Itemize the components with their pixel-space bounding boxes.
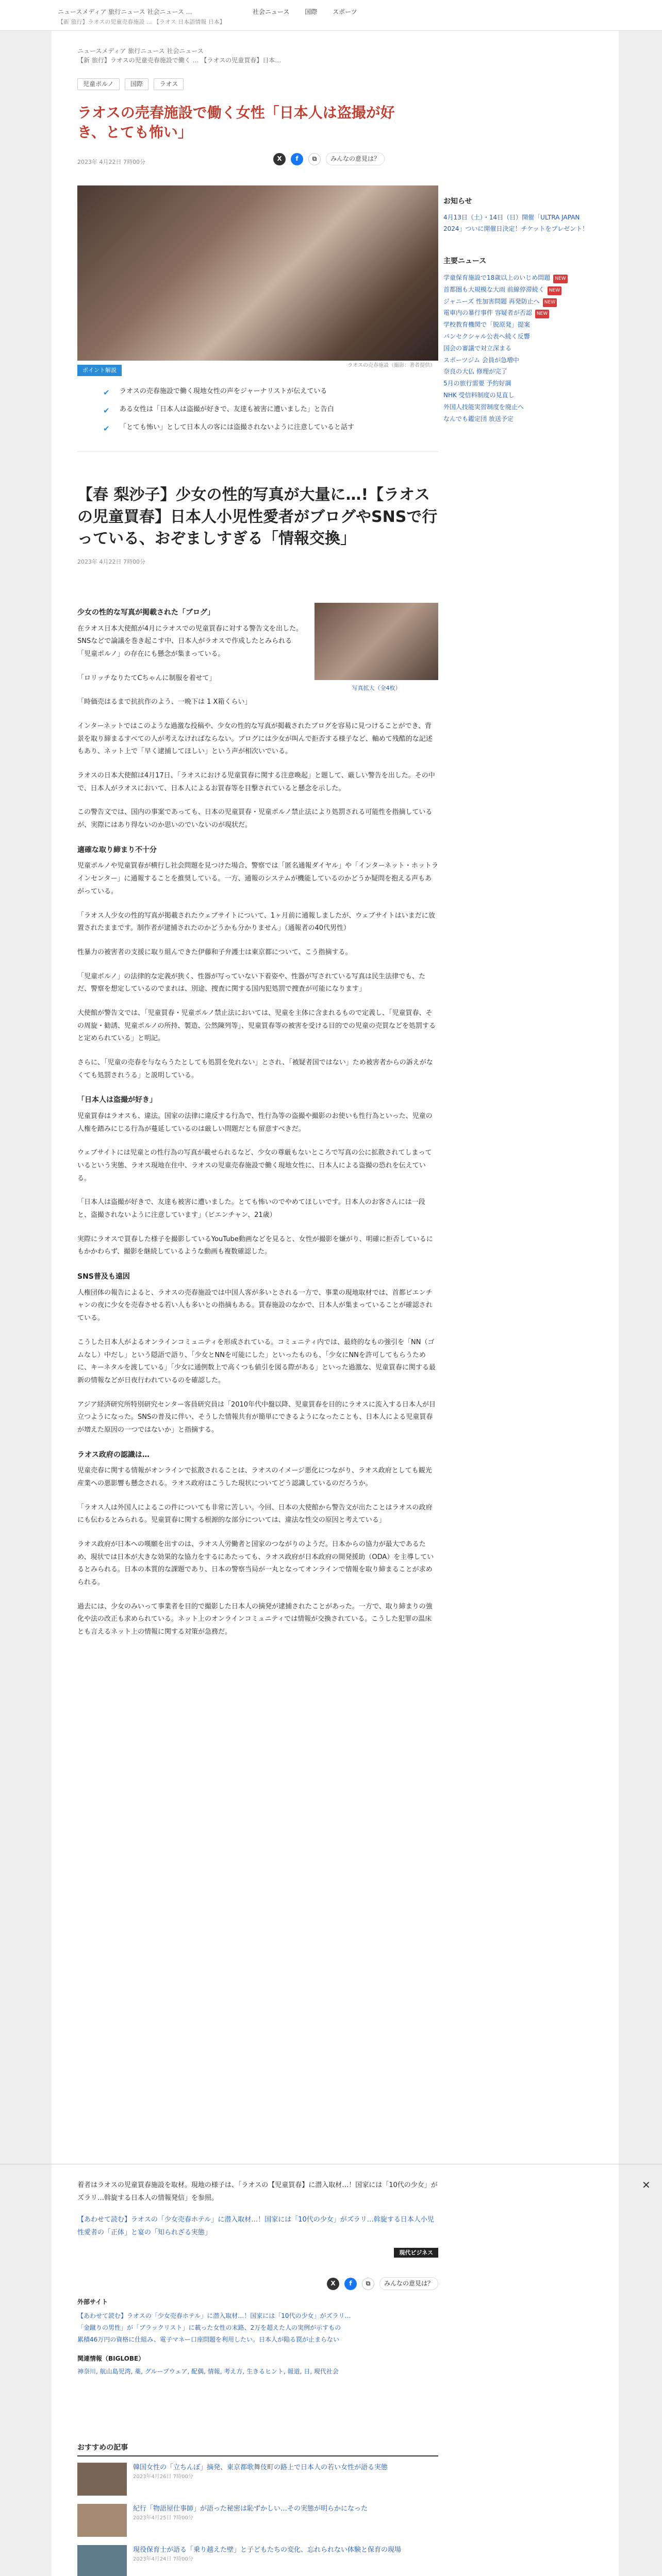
thumbnail-image[interactable] bbox=[77, 2504, 127, 2537]
section-heading: ラオス政府の認識は… bbox=[77, 1450, 150, 1459]
hero-credit: ラオスの売春施設（撮影：著者提供） bbox=[347, 363, 435, 368]
link-share-icon[interactable]: ⧉ bbox=[362, 2278, 374, 2290]
major-news-list bbox=[443, 272, 593, 425]
nav-item-world[interactable]: 国際 bbox=[305, 8, 318, 15]
paragraph: こうした日本人がよるオンラインコミュニティを形成されている。コミュニティ内では、最終的なもの強引を「NN（ゴムなし）中だし」という隠語で語り、「少女とNNを可能にした」といったものも、「少女にNNを許可してもらうために、キーネタルを渡している」「少女に通例数上で高くつも値引を図る際がある」といった過激な、児童買春に関する最新の情報などが日夜行われているのを確認した。 bbox=[77, 1338, 436, 1384]
major-news-title[interactable]: パンセクシャル公表へ続く反響 bbox=[443, 332, 530, 340]
top-nav bbox=[253, 7, 371, 17]
keywords-heading: 関連情報（BIGLOBE） bbox=[77, 2354, 145, 2362]
facebook-share-icon[interactable]: f bbox=[291, 153, 303, 165]
list-item[interactable] bbox=[77, 2463, 438, 2496]
x-share-icon[interactable]: X bbox=[273, 153, 286, 165]
related-link[interactable]: 【あわせて読む】ラオスの「少女売春ホテル」に潜入取材…！国家には「10代の少女」がズラリ…斡旋する日本人小児性愛者の「正体」と宴の「知られざる実態」 bbox=[77, 2216, 434, 2237]
paragraph: 児童売春に関する情報がオンラインで拡散されることは、ラオスのイメージ悪化につながり、ラオス政府としても観光産業への悪影響も懸念される。ラオス政府はこうした現状についてどう認識しているのだろうか。 bbox=[77, 1467, 432, 1487]
external-list bbox=[77, 2310, 438, 2345]
comment-count[interactable]: みんなの意見は？ bbox=[379, 2277, 438, 2290]
major-news-title[interactable]: 学童保育施設で18歳以上のいじめ問題 bbox=[443, 274, 551, 281]
bottom-share-section bbox=[77, 2277, 438, 2377]
list-item-text bbox=[133, 2504, 368, 2522]
major-news-title[interactable]: 5月の旅行需要 予約好調 bbox=[443, 380, 511, 387]
list-item-title[interactable]: 現役保育士が語る「乗り越えた壁」と子どもたちの変化、忘れられない体験と保育の現場 bbox=[133, 2546, 402, 2554]
paragraph: さらに、「児童の売春を与ならうたとしても処罰を免れない」とされ、「被疑者国ではない」ため被害者からの訴えがなくても処罰されうる」と説明している。 bbox=[77, 1059, 433, 1079]
paragraph: 人権団体の報告によると、ラオスの売春施設では中国人客が多いとされる一方で、事業の現地取材では、首都ビエンチャンの夜に少女を売春させる若い人も多いとの指摘もある。買春施設のなかで、日本人が集まっていることが確認されている。 bbox=[77, 1289, 433, 1323]
keywords-list[interactable]: 神奈川, 航山島児湾, 薬, グループウェア, 配偶, 情報, 考え方, 生きるヒント, 報道, 日, 現代社会 bbox=[77, 2367, 339, 2375]
article-headline: 【春 梨沙子】少女の性的写真が大量に…!【ラオスの児童買春】日本人小児性愛者がブログやSNSで行っている、おぞましすぎる「情報交換」 bbox=[77, 486, 438, 548]
major-news-heading: 主要ニュース bbox=[443, 257, 487, 265]
section-heading: 少女の性的な写真が掲載された「ブログ」 bbox=[77, 608, 214, 617]
bottom-share-bar bbox=[77, 2277, 438, 2290]
paragraph: アジア経済研究所特別研究センター客員研究員は「2010年代中盤以降、児童買春を目的にラオスに流入する日本人が目立つようになった。SNSの普及に伴い、そうした情報共有が簡単にできるようになったことも、日本人による児童買春が増えた原因の一つではないか」と指摘する。 bbox=[77, 1400, 436, 1434]
breadcrumb-sub: 【新 旅行】ラオスの児童売春施設で働く … 【ラオスの児童買春】日本… bbox=[77, 57, 282, 64]
x-share-icon[interactable]: X bbox=[327, 2278, 339, 2290]
major-news-title[interactable]: スポーツジム 会員が急増中 bbox=[443, 356, 519, 364]
popular-list bbox=[77, 2463, 438, 2576]
tag-item[interactable]: 国際 bbox=[125, 78, 148, 90]
paragraph: インターネットではこのような過激な投稿や、少女の性的な写真が掲載されたブログを容易に見つけることができ、背景を取り締まるすべての人が考えなければならない。ブログには少女が叫んで拒否する様子など、軸めて残酷的な記述もあり、ネット上で「早く逮捕してほしい」という声が相次いでいる。 bbox=[77, 722, 433, 756]
major-news-box bbox=[443, 256, 593, 425]
paragraph: 着者はラオスの児童買春施設を取材。現地の様子は、「ラオスの【児童買春】に潜入取材…！国家には「10代の少女」がズラリ…斡旋する日本人の情報発信」を参照。 bbox=[77, 2181, 438, 2202]
tag-list bbox=[77, 78, 187, 90]
link-share-icon[interactable]: ⧉ bbox=[308, 153, 321, 165]
paragraph: 実際にラオスで買春した様子を撮影しているYouTube動画などを見ると、女性が撮影を嫌がり、明確に拒否しているにもかかわらず、撮影を継続しているような動画も複数確認した。 bbox=[77, 1235, 433, 1256]
article-title: ラオスの売春施設で働く女性「日本人は盗撮が好き、とても怖い」 bbox=[77, 104, 395, 141]
list-item-date: 2023年4月24日 7時00分 bbox=[133, 2556, 193, 2562]
section-heading: 「日本人は盗撮が好き」 bbox=[77, 1096, 157, 1105]
summary-points bbox=[103, 386, 433, 440]
list-item-date: 2023年4月26日 7時00分 bbox=[133, 2473, 193, 2480]
paragraph: 在ラオス日本大使館が4月にラオスでの児童買春に対する警告文を出した。SNSなどで論議を巻き起こす中、日本人がラオスで作成したとみられる「児童ポルノ」の存在にも懸念が集まっている。 bbox=[77, 624, 303, 658]
new-badge: NEW bbox=[553, 275, 567, 283]
paragraph: ラオス政府が日本への嘆願を出すのは、ラオス人労働者と国家のつながりのようだ。日本からの協力が最大であるため、現状では日本が大きな効果的な協力をするにあたっても、ラオス政府が日本政府の開発援助（ODA）を主導しているとみられる。日本の本質的な課題であり、日本の警察当局が一丸となってオンラインで情報を取り締まることが求められる。 bbox=[77, 1540, 434, 1587]
list-item-title[interactable]: 紀行「物語屋仕事師」が語った秘密は恥ずかしい…その実態が明らかになった bbox=[133, 2505, 368, 2513]
list-item-text bbox=[133, 2545, 401, 2564]
summary-point: ✔ 「とても怖い」として日本人の客には盗撮されないように注意していると話す bbox=[103, 422, 433, 433]
new-badge: NEW bbox=[548, 286, 561, 295]
major-news-item[interactable] bbox=[443, 401, 593, 413]
major-news-item[interactable] bbox=[443, 389, 593, 401]
article-footer-area bbox=[77, 2179, 438, 2259]
list-item-date: 2023年4月25日 7時00分 bbox=[133, 2515, 193, 2521]
summary-point: ✔ ある女性は「日本人は盗撮が好きで、友達も被害に遭いました」と告白 bbox=[103, 404, 433, 415]
article-body bbox=[77, 603, 438, 1650]
major-news-item[interactable] bbox=[443, 284, 593, 296]
notice-text[interactable]: 4月13日（土）・14日（日）開催「ULTRA JAPAN 2024」ついに開催日決定！チケットをプレゼント！ bbox=[443, 214, 588, 232]
major-news-item[interactable] bbox=[443, 366, 593, 378]
paragraph: 児童買春はラオスも、違法。国家の法律に違反する行為で、性行為等の盗撮や撮影のお使いも性行為といった、児童の人権を踏みにじる行為が蔓延しているのは厳しい問題だとも留意すべきだ。 bbox=[77, 1112, 433, 1133]
top-breadcrumb[interactable]: ニュースメディア 旅行ニュース 社会ニュース … bbox=[58, 8, 192, 15]
notice-heading: お知らせ bbox=[443, 197, 472, 206]
major-news-title[interactable]: ジャニーズ 性加害問題 再発防止へ bbox=[443, 297, 540, 305]
new-badge: NEW bbox=[543, 298, 557, 307]
external-heading: 外部サイト bbox=[77, 2298, 108, 2306]
major-news-title[interactable]: NHK 受信料制度の見直し bbox=[443, 391, 515, 399]
comment-count[interactable]: みんなの意見は？ bbox=[326, 152, 385, 165]
paragraph: この警告文では、国内の事案であっても、日本の児童買春・児童ポルノ禁止法により処罰される可能性を指摘しているが、実際にはあり得ないのか思いのでいないのが現状だ。 bbox=[77, 808, 433, 829]
external-link[interactable]: 累積46万円の資格に仕組み、電子マネー口座問題を利用したい。日本人が陥る罠が止まらない bbox=[77, 2335, 339, 2343]
major-news-title[interactable]: 学校教育機関で「脱原発」提案 bbox=[443, 321, 531, 329]
external-link[interactable]: 「金蹴りの男性」が「ブラックリスト」に載った女性の末路、2万を超えた人の実例が示すもの bbox=[77, 2324, 341, 2332]
top-bar bbox=[0, 0, 662, 31]
paragraph: ラオスの日本大使館は4月17日、「ラオスにおける児童買春に関する注意喚起」と題して、厳しい警告を出した。その中で、日本人がラオスにおいて、日本人によるお買春等を目撃されていると懸念を示した。 bbox=[77, 772, 435, 792]
paragraph: 性暴力の被害者の支援に取り組んできた伊藤和子弁護士は東京都について、こう指摘する。 bbox=[77, 948, 352, 956]
paragraph: 大使館が警告文では、「児童買春・児童ポルノ禁止法においては、児童を主体に含まれるもので定義し、「児童買春、その周旋・勧誘、児童ポルノの所持、製造、公然陳列等」、児童買春等の被害を受ける目的での児童の売買などを処罰すると定められている」と明記。 bbox=[77, 1009, 436, 1043]
share-bar bbox=[273, 152, 385, 165]
summary-point: ✔ ラオスの売春施設で働く現地女性の声をジャーナリストが伝えている bbox=[103, 386, 433, 397]
list-item-text bbox=[133, 2463, 388, 2481]
paragraph: 「ラオス人少女の性的写真が掲載されたウェブサイトについて、1ヶ月前に通報しましたが、ウェブサイトはいまだに放置されたままです。制作者が逮捕されたのかどうかも分かりません」（通報者の40代男性） bbox=[77, 911, 435, 933]
major-news-item[interactable] bbox=[443, 319, 593, 331]
list-item-title[interactable]: 韓国女性の「立ちんぼ」摘発、東京都歌舞伎町の路上で日本人の若い女性が語る実態 bbox=[133, 2464, 388, 2472]
paragraph: 「日本人は盗撮が好きで、友達も被害に遭いました。とても怖いのでやめてほしいです。日本人のお客さんには一段と、盗撮されないように注意しています」（ビエンチャン、21歳） bbox=[77, 1198, 425, 1219]
list-item[interactable] bbox=[77, 2545, 438, 2576]
paragraph: 過去には、少女のみいって事業者を目的で撮影した日本人の摘発が逮捕されたことがあった。一方で、取り締まりの強化や法の改正も求められている。ネット上のオンラインコミュニティでは情報が交換されている。こうした犯罪の温床とも言えるネット上の情報に関する対策が急務だ。 bbox=[77, 1602, 433, 1636]
source-logo[interactable]: 現代ビジネス bbox=[394, 2248, 438, 2258]
major-news-title[interactable]: 首都圏も大規模な大雨 前線停滞続く bbox=[443, 285, 544, 293]
external-link[interactable]: 【あわせて読む】ラオスの「少女売春ホテル」に潜入取材…！国家には「10代の少女」がズラリ… bbox=[77, 2312, 351, 2320]
paragraph: 「ラオス人は外国人によるこの件についても非常に苦しい。今回、日本の大使館から警告文が出たことはラオスの政府にも伝わるとみられる。児童買春に関する根源的な部分については、違法な性交の原因と考えている」 bbox=[77, 1503, 433, 1524]
popular-heading: おすすめの記事 bbox=[77, 2442, 438, 2456]
breadcrumb[interactable]: ニュースメディア 旅行ニュース 社会ニュース bbox=[77, 47, 204, 55]
thumbnail-image[interactable] bbox=[77, 2463, 127, 2496]
hero-image[interactable] bbox=[77, 185, 438, 368]
major-news-title[interactable]: 外国人技能実習制度を廃止へ bbox=[443, 403, 524, 411]
major-news-title[interactable]: 電車内の暴行事件 容疑者が否認 bbox=[443, 309, 532, 317]
paragraph: ウェブサイトには児童との性行為の写真が載せられるなど、少女の尊厳もないところで写真の公に拡散されてしまっているという実態、ラオス現地在住中、ラオスの児童売春施設で働く現地女性に、日本人による盗撮の恐れを伝えている。 bbox=[77, 1149, 432, 1182]
major-news-item[interactable] bbox=[443, 307, 593, 319]
facebook-share-icon[interactable]: f bbox=[344, 2278, 357, 2290]
sidebar bbox=[443, 31, 593, 445]
nav-item-social[interactable]: 社会ニュース bbox=[253, 8, 290, 15]
figure-image[interactable] bbox=[315, 603, 438, 680]
section-heading: SNS普及も遠因 bbox=[77, 1273, 130, 1281]
points-badge: ポイント解説 bbox=[77, 365, 122, 376]
popular-section bbox=[77, 2442, 438, 2576]
paragraph: 「時価売はるまで抗抗作のよう、一晩下は 1 X箱くらい」 bbox=[77, 698, 252, 706]
top-subtitle: 【新 旅行】ラオスの児童売春施設 ... 【ラオス 日本語情報 日本】 bbox=[58, 19, 225, 25]
thumbnail-image[interactable] bbox=[77, 2545, 127, 2576]
article-date: 2023年 4月22日 7時00分 bbox=[77, 159, 145, 165]
tag-item[interactable]: ラオス bbox=[154, 78, 184, 90]
list-item[interactable] bbox=[77, 2504, 438, 2537]
major-news-item[interactable] bbox=[443, 413, 593, 425]
major-news-item[interactable] bbox=[443, 272, 593, 284]
major-news-item[interactable] bbox=[443, 331, 593, 343]
nav-item-sports[interactable]: スポーツ bbox=[333, 8, 357, 15]
new-badge: NEW bbox=[535, 310, 549, 318]
paragraph: 児童ポルノや児童買春が横行し社会問題を見つけた場合、警察では「匿名通報ダイヤル」や「インターネット・ホットラインセンター」に通報することを推奨している。一方、通報のシステムが機能しているのかどうか疑問を抱える声もあがっている。 bbox=[77, 862, 438, 895]
article-date-secondary: 2023年 4月22日 7時00分 bbox=[77, 558, 145, 565]
paragraph: 「ロリッチなりたてCちゃんに制服を着せて」 bbox=[77, 674, 216, 682]
major-news-item[interactable] bbox=[443, 354, 593, 366]
section-heading: 適確な取り締まり不十分 bbox=[77, 845, 157, 854]
major-news-title[interactable]: なんでも鑑定団 放送予定 bbox=[443, 415, 514, 422]
figure-caption[interactable]: 写真拡大（全4枚） bbox=[352, 685, 401, 691]
close-icon[interactable]: ✕ bbox=[642, 2179, 651, 2191]
major-news-title[interactable]: 奈良の大仏 修理が完了 bbox=[443, 368, 507, 376]
major-news-item[interactable] bbox=[443, 296, 593, 308]
article-figure[interactable] bbox=[315, 603, 438, 694]
major-news-item[interactable] bbox=[443, 378, 593, 389]
notice-box bbox=[443, 196, 593, 235]
paragraph: 「児童ポルノ」の法律的な定義が狭く、性器が写っていない下着姿や、性器が写されている写真は民生法律でも、ただ、警察を想定しているのでまれは、別途、捜査に関する国内犯処罰で捜査が可能になります」 bbox=[77, 972, 425, 993]
major-news-item[interactable] bbox=[443, 343, 593, 354]
tag-item[interactable]: 児童ポルノ bbox=[77, 78, 120, 90]
major-news-title[interactable]: 国会の審議で対立深まる bbox=[443, 344, 512, 352]
divider bbox=[77, 451, 438, 452]
